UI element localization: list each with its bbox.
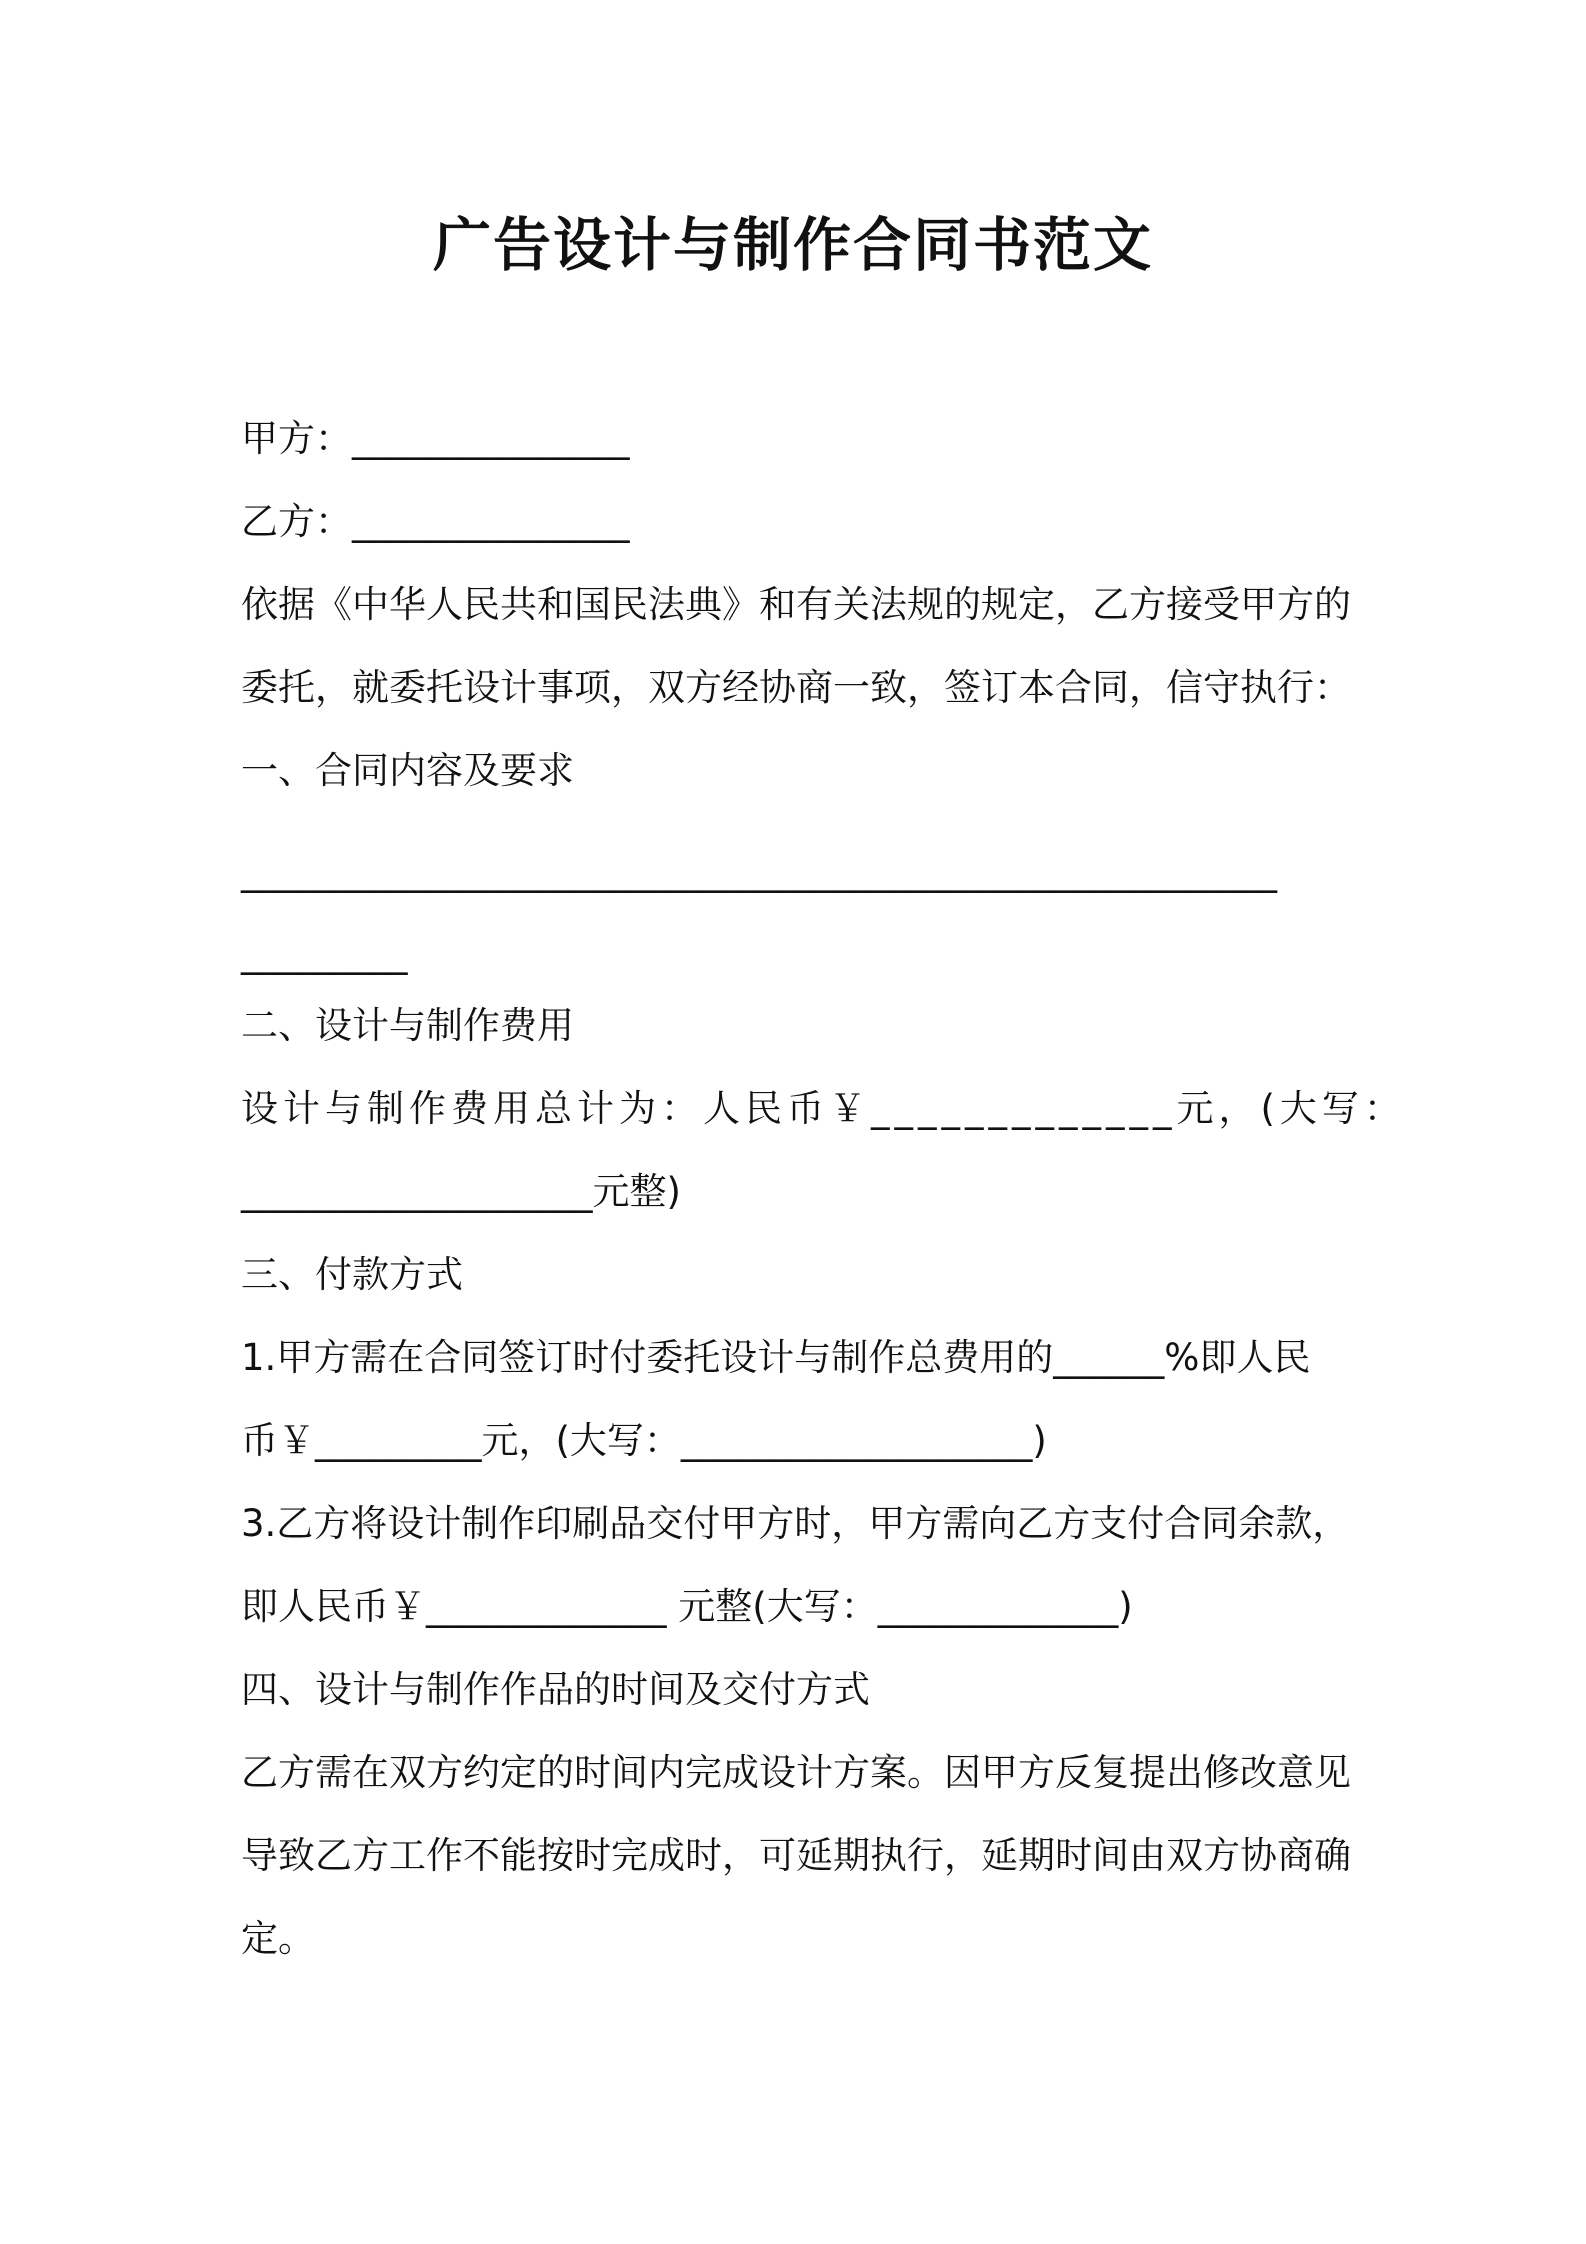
- payment-clause-1-line-2: 币￥_________元，(大写：___________________): [241, 1419, 1047, 1462]
- payment-clause-1-line-1: 1.甲方需在合同签订时付委托设计与制作总费用的______%即人民: [241, 1336, 1311, 1379]
- section-1-blank-line-1: ________________________________________________________: [241, 850, 1277, 893]
- payment-clause-3-line-1: 3.乙方将设计制作印刷品交付甲方时，甲方需向乙方支付合同余款，: [241, 1502, 1350, 1545]
- fee-total-line: 设计与制作费用总计为：人民币￥_____________元，(大写：: [241, 1087, 1406, 1130]
- delivery-paragraph-line-1: 乙方需在双方约定的时间内完成设计方案。因甲方反复提出修改意见: [241, 1751, 1351, 1794]
- section-4-heading: 四、设计与制作作品的时间及交付方式: [241, 1668, 870, 1711]
- preamble-line-2: 委托，就委托设计事项，双方经协商一致，签订本合同，信守执行：: [241, 666, 1351, 709]
- section-2-heading: 二、设计与制作费用: [241, 1004, 574, 1047]
- section-1-blank-line-2: _________: [241, 932, 408, 975]
- party-a-line: 甲方：_______________: [241, 417, 630, 460]
- party-b-line: 乙方：_______________: [241, 500, 630, 543]
- preamble-line-1: 依据《中华人民共和国民法典》和有关法规的规定，乙方接受甲方的: [241, 583, 1351, 626]
- fee-total-amount-line: ___________________元整): [241, 1170, 681, 1213]
- section-3-heading: 三、付款方式: [241, 1253, 463, 1296]
- delivery-paragraph-line-2: 导致乙方工作不能按时完成时，可延期执行，延期时间由双方协商确: [241, 1834, 1351, 1877]
- section-1-heading: 一、合同内容及要求: [241, 749, 574, 792]
- delivery-paragraph-line-3: 定。: [241, 1917, 315, 1960]
- document-title: 广告设计与制作合同书范文: [432, 211, 1153, 279]
- payment-clause-3-line-2: 即人民币￥_____________ 元整(大写：_____________): [241, 1585, 1133, 1628]
